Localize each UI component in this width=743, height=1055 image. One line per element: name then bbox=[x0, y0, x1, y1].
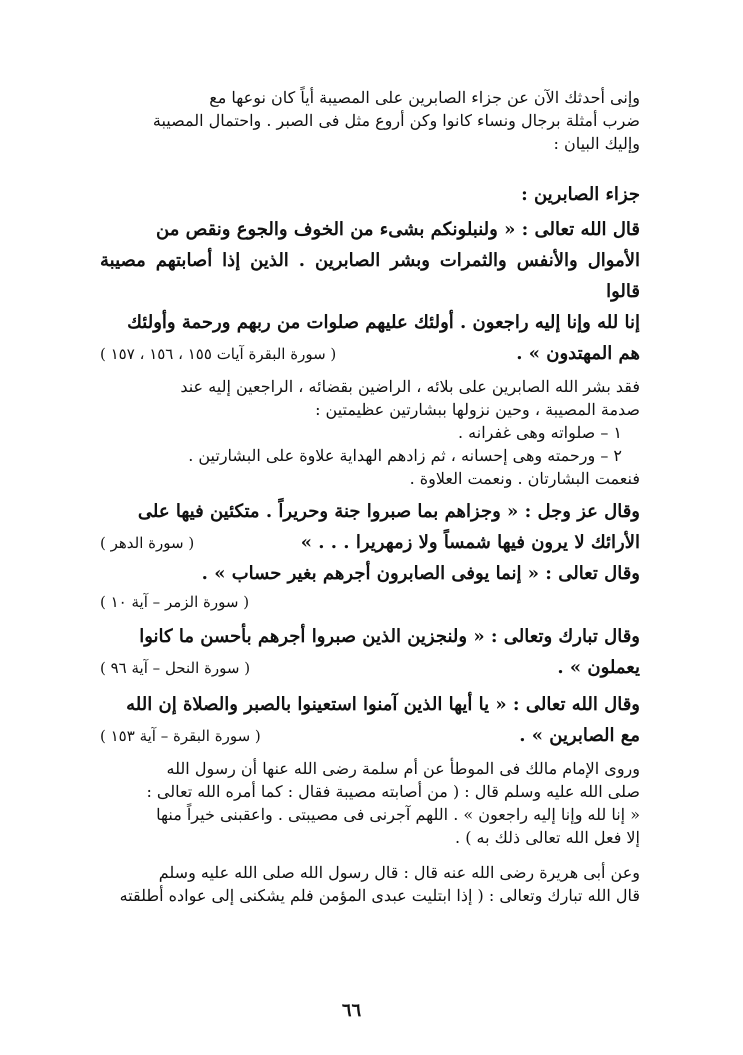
hadith-1-line-2: صلى الله عليه وسلم قال : ( من أصابته مصيبة فقال : كما أمره الله تعالى : bbox=[146, 782, 640, 801]
quote-2-line-2: الأرائك لا يرون فيها شمساً ولا زمهريرا . . . » bbox=[300, 532, 640, 553]
quote-2-last-row bbox=[100, 527, 640, 558]
page-number bbox=[0, 1000, 743, 1021]
hadith-1-line-3: « إنا لله وإنا إليه راجعون » . اللهم آجرنى فى مصيبتى . واعقبنى خيراً منها bbox=[156, 805, 640, 824]
explain-line-4: ٢ – ورحمته وهى إحسانه ، ثم زادهم الهداية علاوة على البشارتين . bbox=[188, 446, 622, 465]
quote-4-line-1: وقال تبارك وتعالى : « ولنجزين الذين صبروا أجرهم بأحسن ما كانوا bbox=[139, 626, 640, 647]
quote-4-reference: ( سورة النحل – آية ٩٦ ) bbox=[100, 659, 251, 677]
explain-line-3: ١ – صلواته وهى غفرانه . bbox=[458, 423, 622, 442]
quote-5-line-1: وقال الله تعالى : « يا أيها الذين آمنوا استعينوا بالصبر والصلاة إن الله bbox=[126, 694, 640, 715]
quote-2-reference: ( سورة الدهر ) bbox=[100, 534, 195, 552]
quote-5-last-row bbox=[100, 720, 640, 751]
explain-line-2: صدمة المصيبة ، وحين نزولها ببشارتين عظيمتين : bbox=[315, 400, 640, 419]
page-body bbox=[100, 86, 640, 907]
hadith-2-line-1: وعن أبى هريرة رضى الله عنه قال : قال رسول الله صلى الله عليه وسلم bbox=[158, 863, 640, 882]
quote-1-last-row bbox=[100, 338, 640, 369]
intro-line-1: وإنى أحدثك الآن عن جزاء الصابرين على المصيبة أياً كان نوعها مع bbox=[209, 88, 640, 107]
hadith-1-line-4: إلا فعل الله تعالى ذلك به ) . bbox=[455, 828, 640, 847]
quote-1-line-2: الأموال والأنفس والثمرات وبشر الصابرين . الذين إذا أصابتهم مصيبة قالوا bbox=[100, 250, 640, 302]
page-number-text: ٦٦ bbox=[341, 1000, 362, 1021]
quote-5-line-2: مع الصابرين » . bbox=[519, 725, 640, 746]
intro-line-2: ضرب أمثلة برجال ونساء كانوا وكن أروع مثل فى الصبر . واحتمال المصيبة bbox=[152, 111, 640, 130]
quote-3-line-1: وقال تعالى : « إنما يوفى الصابرون أجرهم بغير حساب » . bbox=[201, 563, 640, 584]
quote-3-reference: ( سورة الزمر – آية ١٠ ) bbox=[100, 593, 250, 611]
quote-4-last-row bbox=[100, 652, 640, 683]
quote-1-line-4: هم المهتدون » . bbox=[516, 343, 640, 364]
quote-4-line-2: يعملون » . bbox=[557, 657, 640, 678]
explain-line-5: فنعمت البشارتان . ونعمت العلاوة . bbox=[409, 469, 640, 488]
hadith-1-line-1: وروى الإمام مالك فى الموطأ عن أم سلمة رضى الله عنها أن رسول الله bbox=[166, 759, 640, 778]
intro-line-3: وإليك البيان : bbox=[553, 134, 640, 153]
quote-5-reference: ( سورة البقرة – آية ١٥٣ ) bbox=[100, 727, 261, 745]
quote-2-line-1: وقال عز وجل : « وجزاهم بما صبروا جنة وحريراً . متكئين فيها على bbox=[137, 501, 640, 522]
explain-line-1: فقد بشر الله الصابرين على بلائه ، الراضين بقضائه ، الراجعين إليه عند bbox=[180, 377, 640, 396]
quote-1-line-1: قال الله تعالى : « ولنبلونكم بشىء من الخوف والجوع ونقص من bbox=[156, 219, 640, 240]
quote-1-reference: ( سورة البقرة آيات ١٥٥ ، ١٥٦ ، ١٥٧ ) bbox=[100, 345, 337, 363]
section-heading: جزاء الصابرين : bbox=[521, 184, 640, 205]
quote-1-line-3: إنا لله وإنا إليه راجعون . أولئك عليهم صلوات من ربهم ورحمة وأولئك bbox=[127, 312, 640, 333]
hadith-2-line-2: قال الله تبارك وتعالى : ( إذا ابتليت عبدى المؤمن فلم يشكنى إلى عواده أطلقته bbox=[119, 886, 640, 905]
